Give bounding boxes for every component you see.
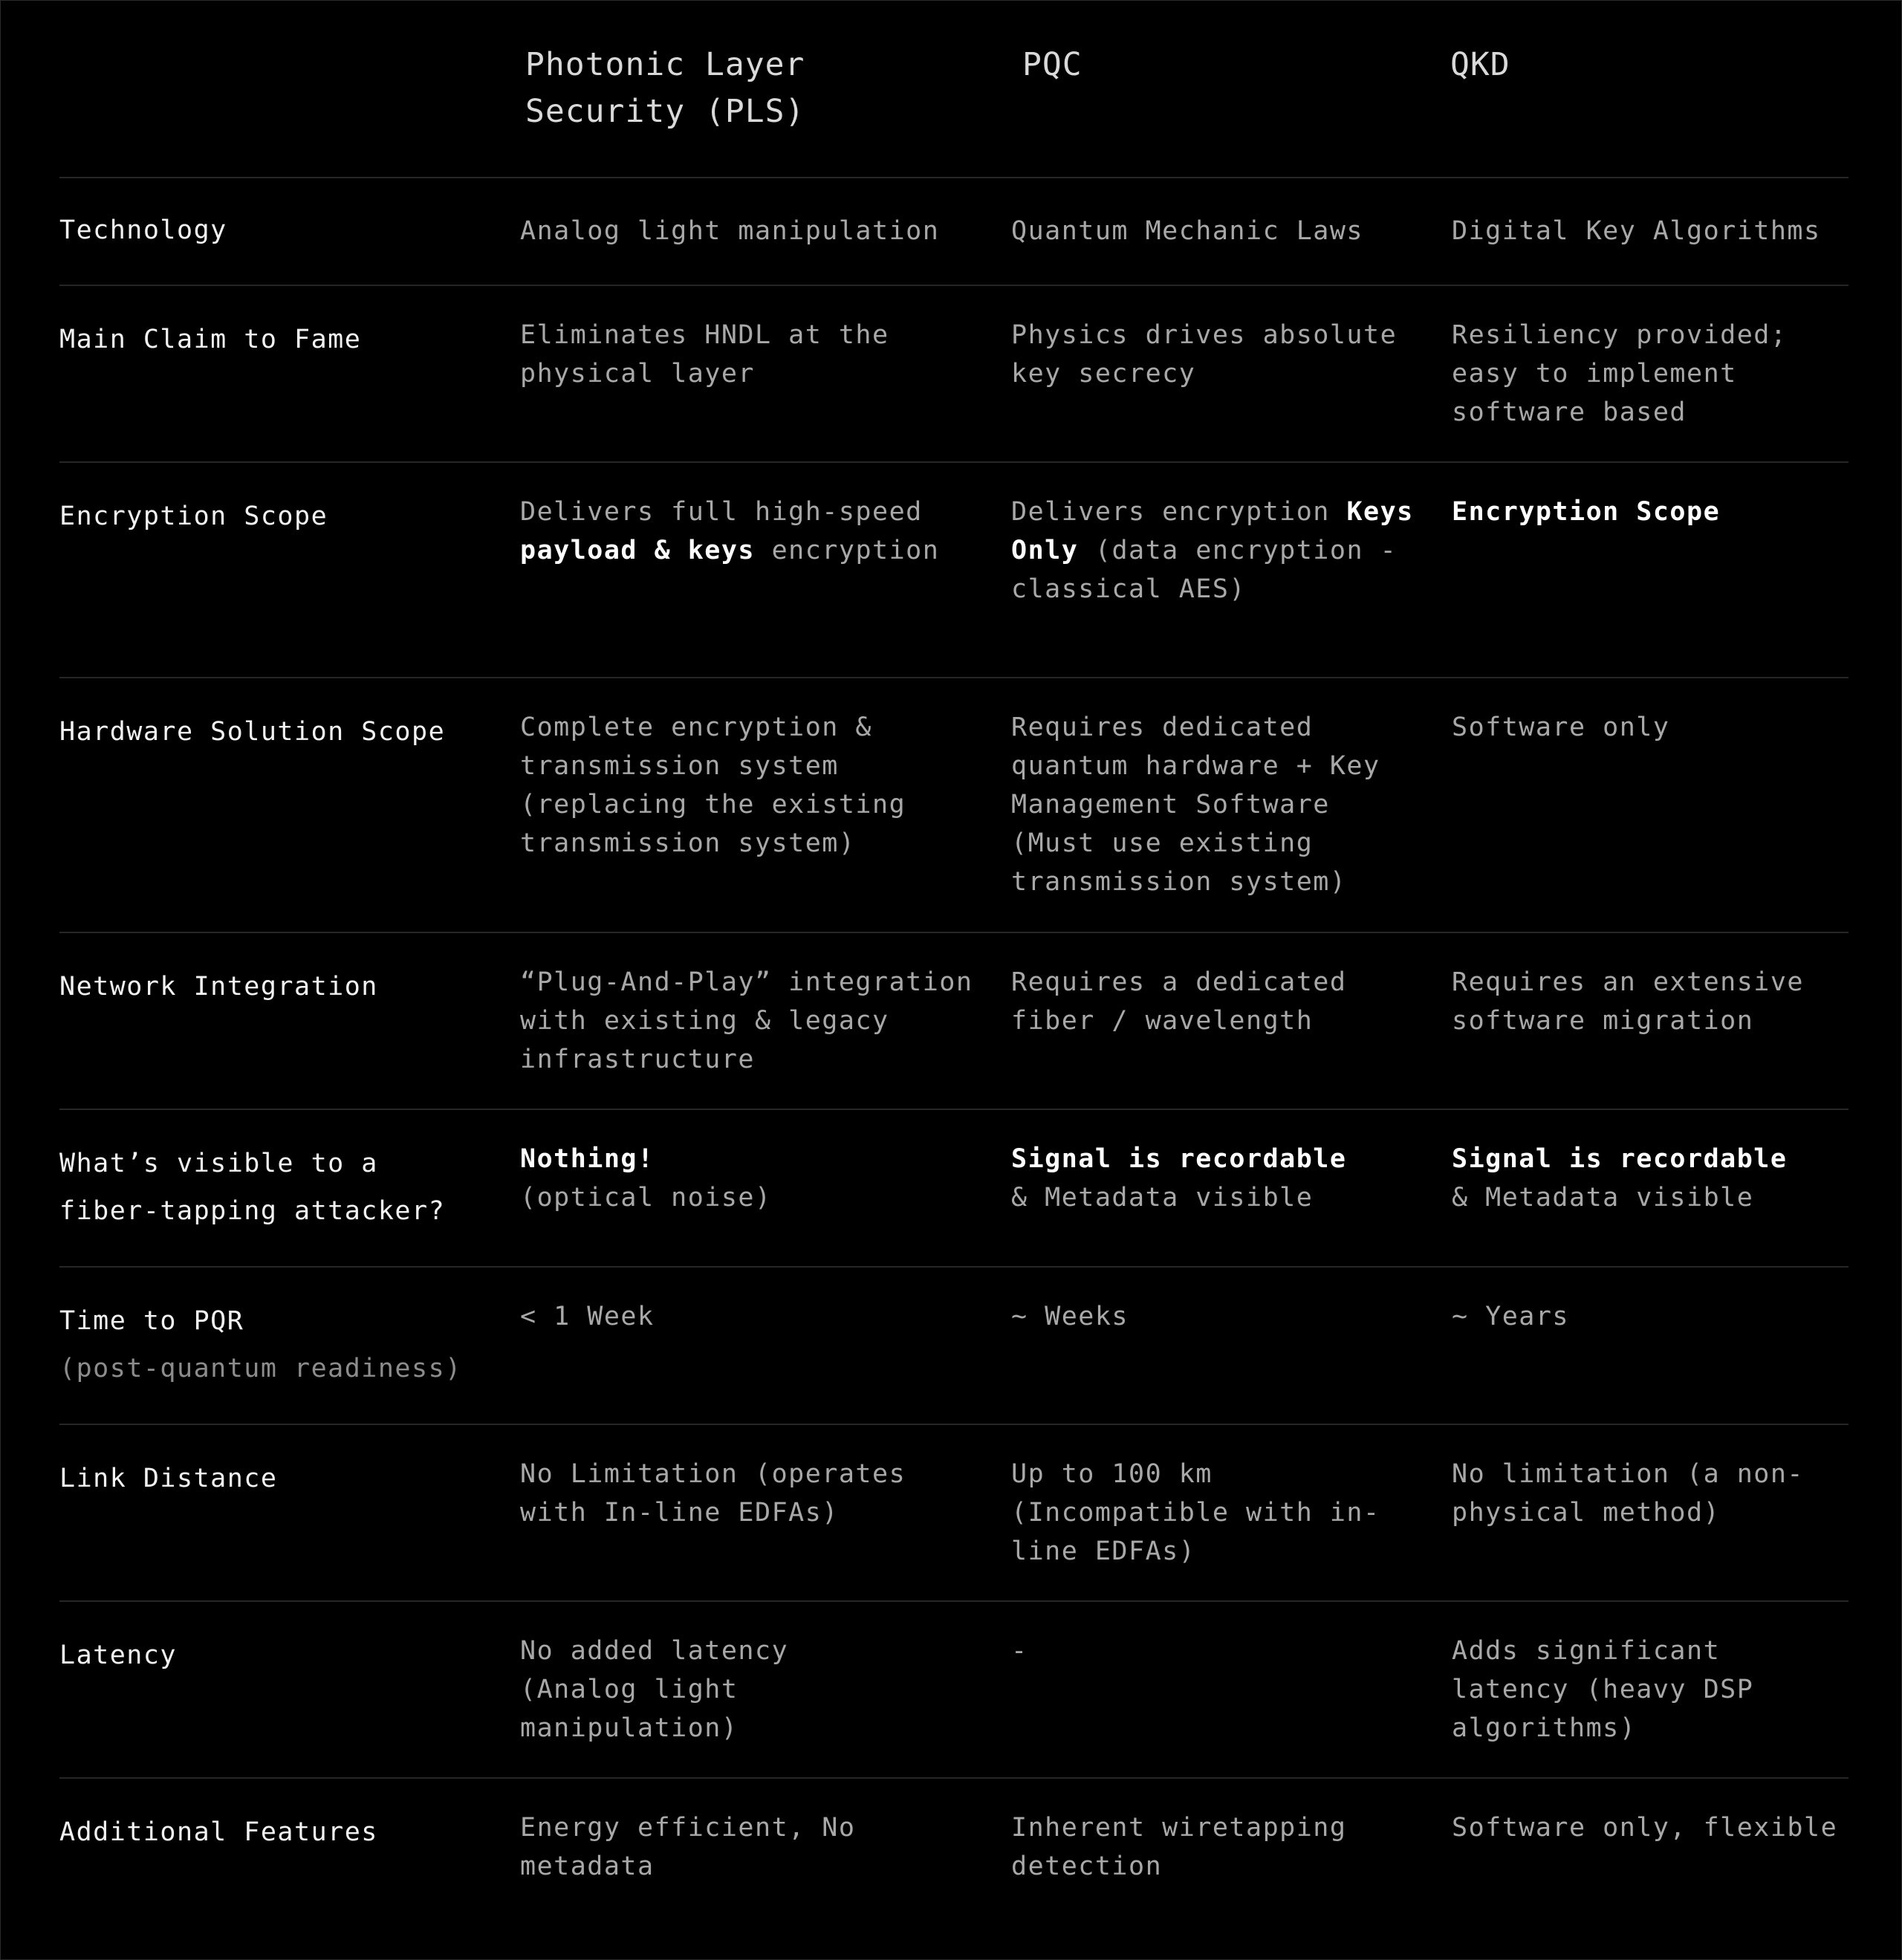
table-row-hardware-scope — [59, 678, 1849, 933]
cell-text: & Metadata visible — [1011, 1183, 1314, 1213]
cell-pqc: Inherent wiretapping detection — [1011, 1813, 1347, 1881]
comparison-table — [59, 0, 1849, 1927]
cell-emphasis: Keys Only — [1011, 497, 1414, 565]
cell-qkd — [1452, 493, 1849, 531]
cell-pls: Energy efficient, No metadata — [520, 1813, 856, 1881]
row-label: Link Distance — [59, 1464, 278, 1493]
cell-pqc: ~ Weeks — [1011, 1302, 1129, 1331]
cell-qkd: Requires an extensive software migration — [1452, 967, 1805, 1036]
cell-pls: “Plug-And-Play” integration with existing & legacy infrastructure — [520, 967, 973, 1074]
cell-qkd — [1452, 1140, 1849, 1217]
cell-qkd: Digital Key Algorithms — [1452, 216, 1821, 246]
cell-qkd: Software only — [1452, 713, 1670, 742]
row-label-title: Time to PQR — [59, 1306, 244, 1336]
cell-pqc: Requires a dedicated fiber / wavelength — [1011, 967, 1347, 1036]
cell-text: & Metadata visible — [1452, 1183, 1754, 1213]
cell-pqc: - — [1011, 1636, 1028, 1666]
cell-pqc: Physics drives absolute key secrecy — [1011, 320, 1398, 389]
header-pls: Photonic Layer Security (PLS) — [525, 46, 805, 130]
cell-emphasis: Signal is recordable — [1452, 1144, 1788, 1174]
row-label: What’s visible to a fiber-tapping attacker? — [59, 1149, 446, 1226]
cell-pls: No added latency (Analog light manipulation) — [520, 1636, 789, 1743]
table-row-time-to-pqr — [59, 1268, 1849, 1425]
table-row-link-distance — [59, 1425, 1849, 1602]
row-label: Technology — [59, 215, 227, 245]
cell-pls: < 1 Week — [520, 1302, 655, 1331]
cell-pqc: Requires dedicated quantum hardware + Key Management Software (Must use existing transmission system) — [1011, 713, 1380, 897]
table-row-latency — [59, 1602, 1849, 1779]
cell-qkd: No limitation (a non-physical method) — [1452, 1459, 1805, 1528]
table-row-network-integration — [59, 933, 1849, 1110]
cell-pqc: Up to 100 km (Incompatible with in-line EDFAs) — [1011, 1459, 1380, 1566]
cell-pls — [520, 1140, 996, 1217]
row-label: Main Claim to Fame — [59, 325, 362, 354]
cell-pls — [520, 493, 996, 570]
cell-qkd: Resiliency provided; easy to implement software based — [1452, 320, 1788, 427]
row-label-subtitle: (post-quantum readiness) — [59, 1354, 462, 1383]
row-label: Latency — [59, 1641, 178, 1670]
cell-qkd: ~ Years — [1452, 1302, 1570, 1331]
table-row-additional-features — [59, 1779, 1849, 1927]
cell-pls: Complete encryption & transmission system (replacing the existing transmission system) — [520, 713, 906, 858]
cell-emphasis: Encryption Scope — [1452, 497, 1721, 527]
cell-pqc — [1011, 493, 1427, 609]
cell-emphasis: Nothing! — [520, 1144, 655, 1174]
table-row-encryption-scope — [59, 463, 1849, 678]
cell-qkd: Adds significant latency (heavy DSP algorithms) — [1452, 1636, 1754, 1743]
cell-text: (optical noise) — [520, 1183, 772, 1213]
header-pqc: PQC — [1022, 46, 1083, 83]
cell-text: Delivers full high-speed — [520, 497, 923, 527]
row-label: Network Integration — [59, 972, 378, 1002]
cell-text: encryption — [755, 536, 940, 565]
row-label: Hardware Solution Scope — [59, 717, 446, 747]
row-label: Encryption Scope — [59, 502, 328, 531]
cell-text: Delivers encryption — [1011, 497, 1347, 527]
cell-text: (data encryption - classical AES) — [1011, 536, 1398, 604]
cell-pls: No Limitation (operates with In-line EDFAs) — [520, 1459, 906, 1528]
table-row-main-claim — [59, 286, 1849, 463]
table-header — [59, 0, 1849, 178]
row-label — [59, 1297, 520, 1392]
table-row-visible-to-attacker — [59, 1110, 1849, 1268]
cell-pqc: Quantum Mechanic Laws — [1011, 216, 1364, 246]
cell-pls: Eliminates HNDL at the physical layer — [520, 320, 889, 389]
header-qkd: QKD — [1450, 46, 1510, 83]
table-row-technology — [59, 178, 1849, 286]
cell-emphasis: Signal is recordable — [1011, 1144, 1347, 1174]
row-label: Additional Features — [59, 1817, 378, 1847]
cell-qkd: Software only, flexible — [1452, 1813, 1838, 1843]
cell-emphasis: payload & keys — [520, 536, 756, 565]
cell-pls: Analog light manipulation — [520, 216, 940, 246]
cell-pqc — [1011, 1140, 1427, 1217]
